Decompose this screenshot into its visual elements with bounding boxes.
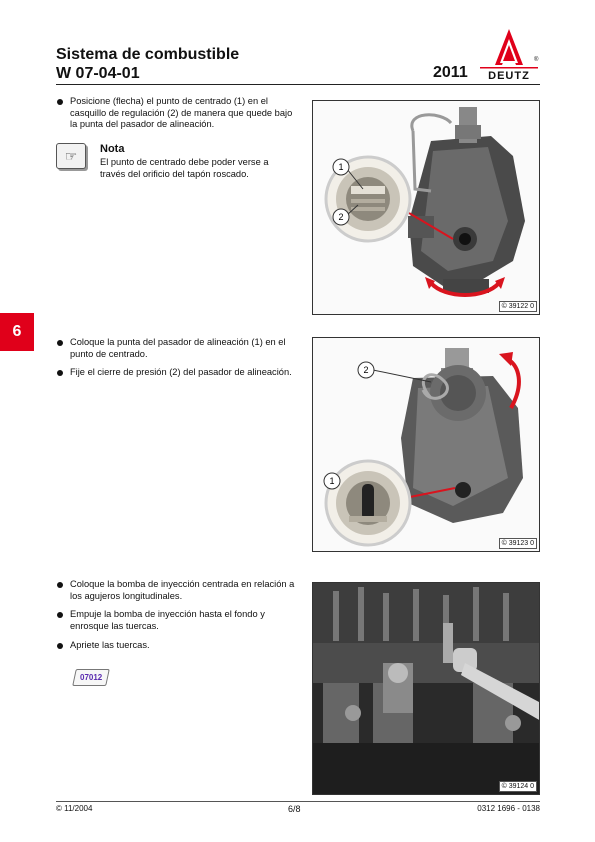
figure-number-text: 39123 0 (508, 540, 534, 547)
callout-2-label: 2 (363, 365, 369, 375)
chapter-tab: 6 (0, 313, 34, 351)
page-title (56, 45, 239, 83)
figure-number: © 39122 0 (499, 301, 537, 312)
bullet-item: Coloque la punta del pasador de alineación (1) en el punto de centrado. (56, 337, 302, 360)
section1-bullet-list (56, 96, 302, 138)
tool-reference-badge[interactable] (72, 669, 110, 686)
logo-registered-mark: ® (534, 57, 539, 63)
title-line-1: Sistema de combustible (56, 46, 240, 63)
logo-text: DEUTZ (488, 70, 530, 82)
section2-bullet-list (56, 337, 302, 386)
title-line-2: W 07-04-01 (56, 65, 140, 82)
note-text: El punto de centrado debe poder verse a través del orificio del tapón roscado. (100, 157, 269, 179)
bullet-item: Apriete las tuercas. (56, 640, 302, 652)
bullet-item: Empuje la bomba de inyección hasta el fondo y enrosque las tuercas. (56, 609, 302, 632)
photo-tightening-nuts (312, 582, 540, 795)
figure-number-text: 39124 0 (508, 783, 534, 790)
tool-reference-number: 07012 (79, 673, 103, 682)
bullet-item: Coloque la bomba de inyección centrada en relación a los agujeros longitudinales. (56, 579, 302, 602)
callout-1-label: 1 (338, 162, 344, 172)
header-rule (56, 84, 540, 85)
engine-model: 2011 (433, 64, 468, 81)
footer-date: © 11/2004 (56, 804, 93, 813)
photo-alignment-pin (312, 337, 540, 552)
section3-bullet-list (56, 579, 302, 659)
page-number: 6/8 (288, 804, 301, 814)
bullet-item: Posicione (flecha) el punto de centrado (1) en el casquillo de regulación (2) de manera que quede bajo la punta del pasador de alineación. (56, 96, 302, 131)
figure-number-text: 39122 0 (508, 303, 534, 310)
pointing-hand-icon: ☞ (56, 143, 86, 169)
footer-rule (56, 801, 540, 802)
callout-2-label: 2 (338, 212, 344, 222)
deutz-logo (478, 27, 540, 83)
callout-1-label: 1 (329, 476, 335, 486)
figure-number: © 39123 0 (499, 538, 537, 549)
document-number: 0312 1696 - 0138 (477, 804, 540, 813)
note-title: Nota (100, 143, 125, 155)
figure-number: © 39124 0 (499, 781, 537, 792)
bullet-item: Fije el cierre de presión (2) del pasador de alineación. (56, 367, 302, 379)
photo-injection-pump-centering (312, 100, 540, 315)
